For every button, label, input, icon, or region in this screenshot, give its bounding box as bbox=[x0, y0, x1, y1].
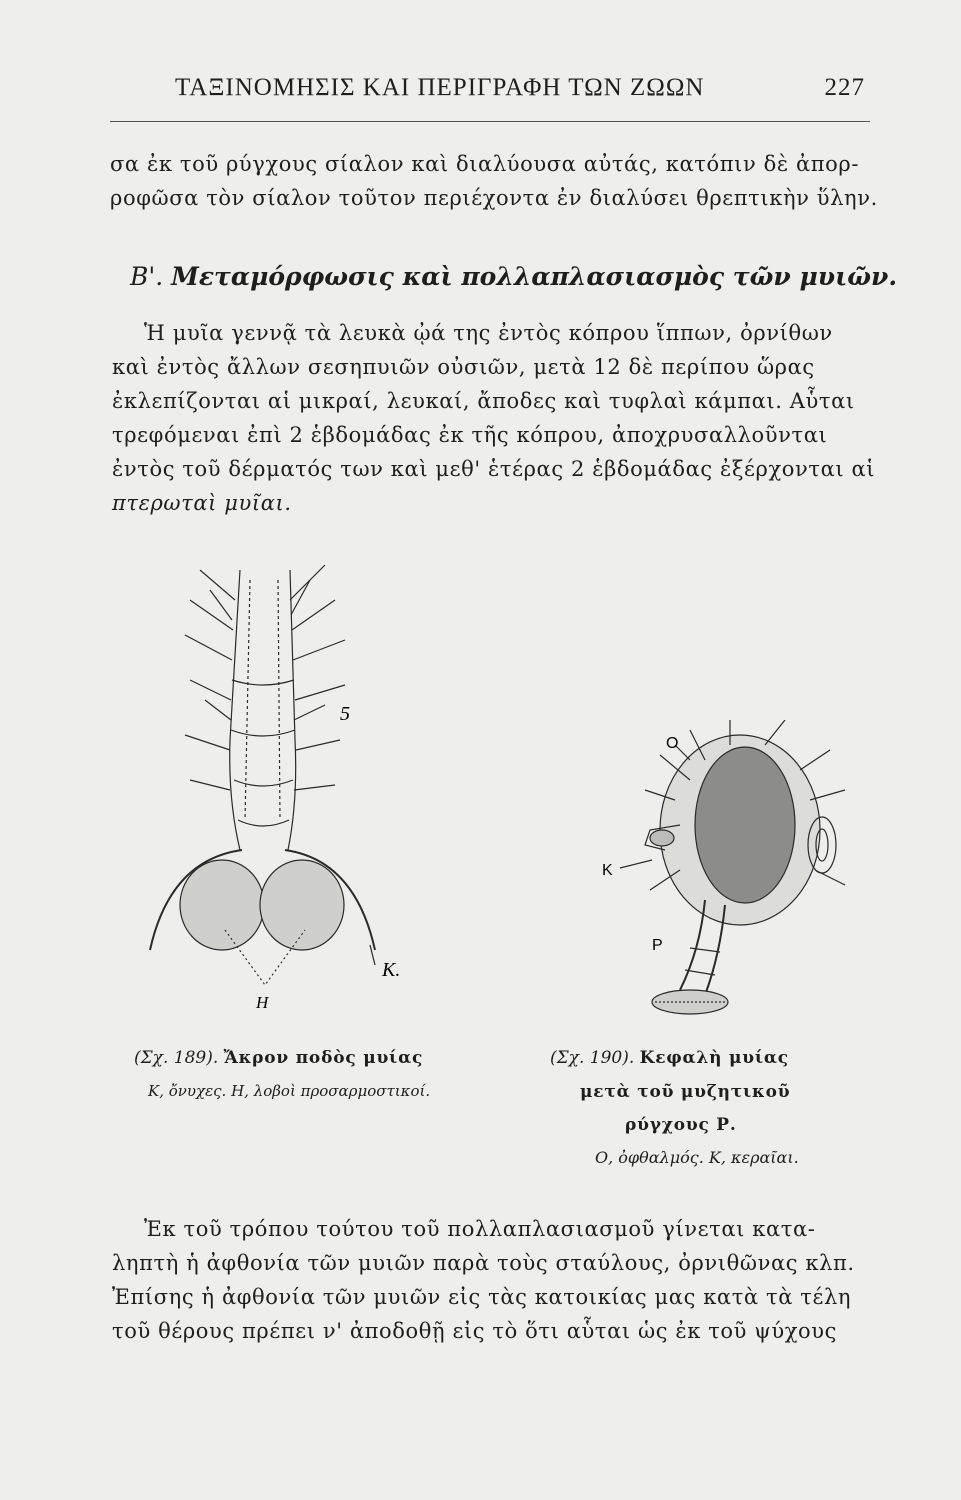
text-line: σα ἐκ τοῦ ρύγχους σίαλον καὶ διαλύουσα αὐτάς, κατόπιν δὲ ἀπορ- bbox=[110, 152, 860, 176]
figure-190-caption-bold-3: ρύγχους Ρ. bbox=[625, 1115, 737, 1135]
text-line: καὶ ἐντὸς ἄλλων σεσηπυιῶν οὐσιῶν, μετὰ 12 δὲ περίπου ὥρας bbox=[112, 355, 815, 379]
text-line: τοῦ θέρους πρέπει ν' ἀποδοθῇ εἰς τὸ ὅτι αὗται ὡς ἐκ τοῦ ψύχους bbox=[112, 1319, 838, 1343]
figure-190-antenna-label: Κ bbox=[602, 862, 613, 879]
figure-190-title: Κεφαλὴ μυίας bbox=[639, 1048, 789, 1068]
figure-190-number: (Σχ. 190). bbox=[550, 1048, 635, 1068]
text-line: ληπτὴ ἡ ἀφθονία τῶν μυιῶν παρὰ τοὺς σταύλους, ὀρνιθῶνας κλπ. bbox=[112, 1251, 855, 1275]
header-title: ΤΑΞΙΝΟΜΗΣΙΣ ΚΑΙ ΠΕΡΙΓΡΑΦΗ ΤΩΝ ΖΩΩΝ bbox=[175, 74, 705, 101]
figure-190-proboscis-label: Ρ bbox=[652, 937, 663, 954]
header-rule bbox=[110, 121, 870, 122]
intro-paragraph bbox=[110, 147, 880, 215]
figure-189-lobe-label: Η bbox=[256, 993, 269, 1012]
closing-paragraph bbox=[112, 1212, 882, 1348]
text-line: πτερωταὶ μυῖαι. bbox=[112, 491, 292, 515]
text-line: ροφῶσα τὸν σίαλον τοῦτον περιέχοντα ἐν διαλύσει θρεπτικὴν ὕλην. bbox=[110, 186, 878, 210]
figure-189-caption-line-2: Κ, ὄνυχες. Η, λοβοὶ προσαρμοστικοί. bbox=[148, 1082, 431, 1100]
figure-189-leg-drawing bbox=[130, 560, 410, 1020]
figure-190-caption-line-4: Ο, ὀφθαλμός. Κ, κεραῖαι. bbox=[595, 1148, 799, 1167]
section-paragraph bbox=[112, 316, 882, 520]
text-line: Ἐπίσης ἡ ἀφθονία τῶν μυιῶν εἰς τὰς κατοικίας μας κατὰ τὰ τέλη bbox=[112, 1285, 852, 1309]
section-title: Μεταμόρφωσις καὶ πολλαπλασιασμὸς τῶν μυιῶν. bbox=[171, 262, 898, 291]
figure-189-number-label: 5 bbox=[340, 703, 350, 725]
figure-189-claw-label: Κ. bbox=[382, 959, 401, 981]
section-letter: Β'. bbox=[130, 262, 164, 291]
text-line: Ἐκ τοῦ τρόπου τούτου τοῦ πολλαπλασιασμοῦ γίνεται κατα- bbox=[144, 1217, 816, 1241]
figure-190-caption-line-2 bbox=[580, 1082, 790, 1102]
text-line: ἐντὸς τοῦ δέρματός των καὶ μεθ' ἑτέρας 2 ἑβδομάδας ἐξέρχονται αἱ bbox=[112, 457, 876, 481]
figure-189-caption-line-1 bbox=[134, 1048, 423, 1068]
section-heading bbox=[130, 262, 897, 291]
figure-190-head-drawing bbox=[590, 720, 850, 1030]
figure-190-eye-label: Ο bbox=[666, 735, 679, 752]
running-header bbox=[175, 74, 865, 102]
figure-190-caption-bold-2: μετὰ τοῦ μυζητικοῦ bbox=[580, 1082, 791, 1102]
text-line: ἐκλεπίζονται αἱ μικραί, λευκαί, ἄποδες καὶ τυφλαὶ κάμπαι. Αὗται bbox=[112, 389, 855, 413]
figure-189-number: (Σχ. 189). bbox=[134, 1048, 219, 1068]
figure-189-title: Ἄκρον ποδὸς μυίας bbox=[223, 1048, 424, 1068]
page-number: 227 bbox=[824, 74, 865, 101]
figure-190-caption-line-1 bbox=[550, 1048, 789, 1068]
text-line: τρεφόμεναι ἐπὶ 2 ἑβδομάδας ἐκ τῆς κόπρου, ἀποχρυσαλλοῦνται bbox=[112, 423, 828, 447]
text-line: Ἡ μυῖα γεννᾷ τὰ λευκὰ ᾠά της ἐντὸς κόπρου ἵππων, ὀρνίθων bbox=[144, 321, 833, 345]
figure-190-caption-line-3 bbox=[625, 1115, 737, 1135]
